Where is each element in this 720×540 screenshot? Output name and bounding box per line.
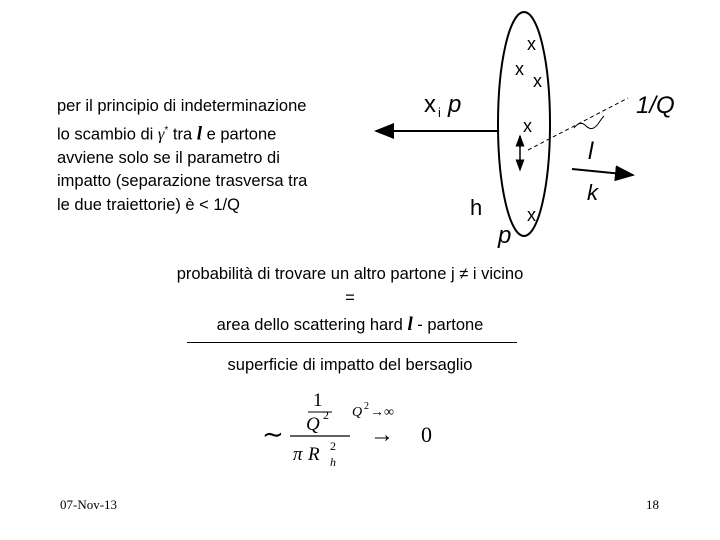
formula-numerator-one: 1 [313,390,323,411]
label-l: l [588,138,594,165]
star-symbol: * [164,124,169,136]
lepton-symbol: l [196,123,203,144]
formula-tilde: ∼ [262,420,284,449]
formula-zero: 0 [421,422,432,447]
probability-line-b: i vicino [468,265,524,283]
formula-R: R [308,444,320,465]
paragraph-line-3: avviene solo se il parametro di [57,148,280,167]
label-x: x [424,91,436,118]
probability-line-a: probabilità di trovare un altro partone j [176,265,460,283]
numerator-a: area dello scattering hard [216,316,408,334]
neq-symbol: ≠ [459,265,469,283]
paragraph-line-5: le due traiettorie) è < 1/Q [57,195,240,214]
parton-cross: x [533,71,542,91]
paragraph-line-2-a: lo scambio di [57,125,158,143]
paragraph-line-2-b: tra [168,125,197,143]
formula-R-sub-h: h [330,455,336,469]
parton-cross: x [527,34,536,54]
footer-date: 07-Nov-13 [60,497,118,512]
formula-Q: Q [306,414,320,435]
gamma-symbol: γ [157,124,165,143]
label-p-bottom: p [498,222,512,249]
fraction-denominator: superficie di impatto del bersaglio [227,356,473,374]
label-k: k [587,180,598,205]
limit-Q: Q [352,405,363,420]
formula-Q-sq: 2 [323,408,329,422]
label-i: i [438,105,441,120]
parton-cross: x [527,205,536,225]
label-h: h [470,195,483,220]
paragraph-line-4: impatto (separazione trasversa tra [57,172,308,190]
label-1-over-Q: 1/Q [636,92,675,119]
formula-R-sq: 2 [330,439,336,453]
numerator-lepton: l [407,314,413,335]
parton-cross: x [515,59,524,79]
limit-Q-sq: 2 [364,401,369,412]
label-p: p [448,91,462,118]
paragraph-line-1: per il principio di indeterminazione [57,97,307,115]
numerator-b: - partone [412,316,484,334]
paragraph-line-2-c: e partone [202,125,277,143]
parton-cross: x [523,116,532,136]
limit-arrow: → [370,422,394,448]
formula-pi: π [293,444,303,465]
footer-page-number: 18 [646,497,659,512]
equals-sign: = [345,289,355,307]
limit-to-infinity: →∞ [370,405,394,420]
